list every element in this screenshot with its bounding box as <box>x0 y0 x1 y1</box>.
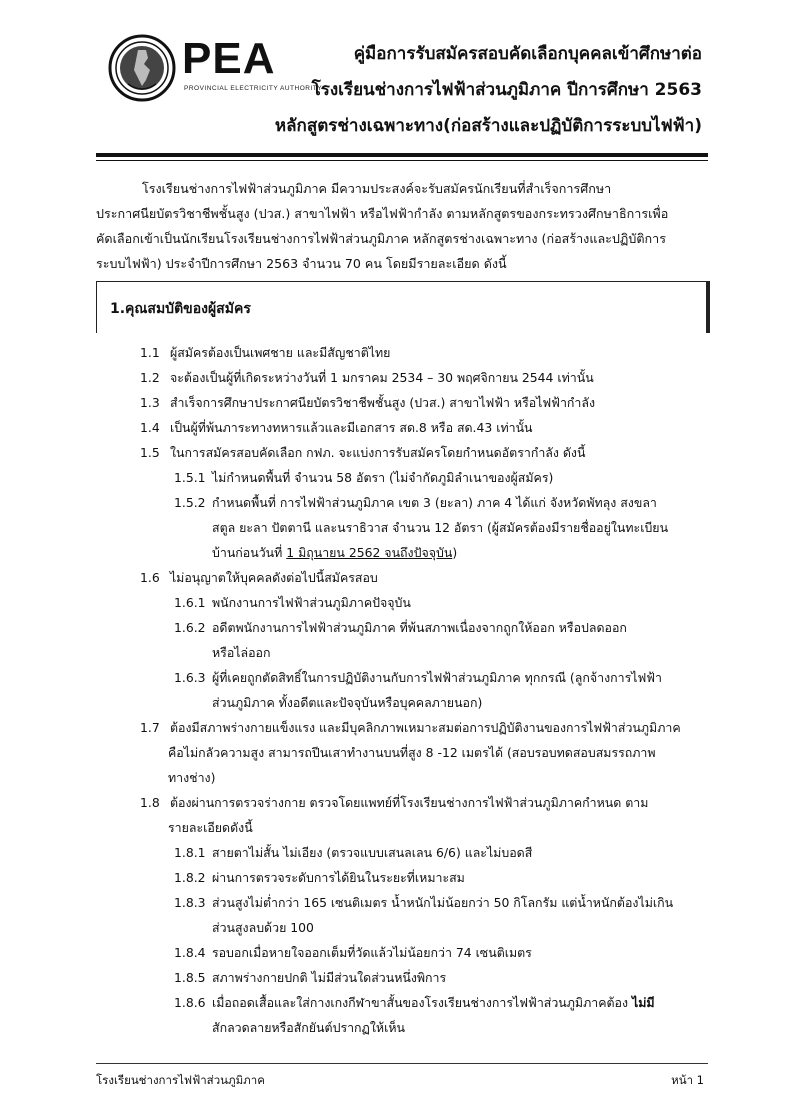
list-item: 1.6.2 อดีตพนักงานการไฟฟ้าส่วนภูมิภาค ที่พ้นสภาพเนื่องจากถูกให้ออก หรือปลดออก <box>174 620 627 635</box>
title-line-2: โรงเรียนช่างการไฟฟ้าส่วนภูมิภาค ปีการศึกษา 2563 <box>311 80 702 100</box>
pea-seal-icon <box>108 34 176 102</box>
page-number: หน้า 1 <box>671 1073 704 1087</box>
header-divider-thick <box>96 153 708 157</box>
list-item: 1.8.4 รอบอกเมื่อหายใจออกเต็มที่วัดแล้วไม่น้อยกว่า 74 เซนติเมตร <box>174 945 532 960</box>
list-item-continuation: บ้านก่อนวันที่ 1 มิถุนายน 2562 จนถึงปัจจุบัน) <box>212 545 458 560</box>
list-item: 1.6 ไม่อนุญาตให้บุคคลดังต่อไปนี้สมัครสอบ <box>140 570 378 585</box>
list-item-continuation: สักลวดลายหรือสักยันต์ปรากฏให้เห็น <box>212 1020 405 1035</box>
list-item: 1.5 ในการสมัครสอบคัดเลือก กฟภ. จะแบ่งการรับสมัครโดยกำหนดอัตรากำลัง ดังนี้ <box>140 445 586 460</box>
list-item-continuation: ส่วนสูงลบด้วย 100 <box>212 920 314 935</box>
list-item-continuation: รายละเอียดดังนี้ <box>168 820 253 835</box>
list-item: 1.8 ต้องผ่านการตรวจร่างกาย ตรวจโดยแพทย์ที่โรงเรียนช่างการไฟฟ้าส่วนภูมิภาคกำหนด ตาม <box>140 795 649 810</box>
footer-divider <box>96 1063 708 1064</box>
intro-paragraph <box>96 176 710 276</box>
section-title: 1.คุณสมบัติของผู้สมัคร <box>110 301 251 317</box>
list-item: 1.6.1 พนักงานการไฟฟ้าส่วนภูมิภาคปัจจุบัน <box>174 595 411 610</box>
pea-logo <box>108 30 323 108</box>
list-item: 1.1 ผู้สมัครต้องเป็นเพศชาย และมีสัญชาติไทย <box>140 345 391 360</box>
list-item-continuation: สตูล ยะลา ปัตตานี และนราธิวาส จำนวน 12 อัตรา (ผู้สมัครต้องมีรายชื่ออยู่ในทะเบียน <box>212 520 669 535</box>
header-divider-thin <box>96 160 708 161</box>
intro-line: โรงเรียนช่างการไฟฟ้าส่วนภูมิภาค มีความประสงค์จะรับสมัครนักเรียนที่สำเร็จการศึกษา <box>142 181 612 196</box>
list-item: 1.5.2 กำหนดพื้นที่ การไฟฟ้าส่วนภูมิภาค เขต 3 (ยะลา) ภาค 4 ได้แก่ จังหวัดพัทลุง สงขลา <box>174 495 657 510</box>
title-line-3: หลักสูตรช่างเฉพาะทาง(ก่อสร้างและปฏิบัติการระบบไฟฟ้า) <box>274 116 702 136</box>
list-item: 1.5.1 ไม่กำหนดพื้นที่ จำนวน 58 อัตรา (ไม่จำกัดภูมิลำเนาของผู้สมัคร) <box>174 470 554 485</box>
list-item: 1.8.6 เมื่อถอดเสื้อและใส่กางเกงกีฬาขาสั้นของโรงเรียนช่างการไฟฟ้าส่วนภูมิภาคต้อง ไม่มี <box>174 995 655 1010</box>
list-item: 1.6.3 ผู้ที่เคยถูกตัดสิทธิ์ในการปฏิบัติงานกับการไฟฟ้าส่วนภูมิภาค ทุกกรณี (ลูกจ้างการไฟฟ้า <box>174 670 662 685</box>
document-title <box>275 36 702 144</box>
footer-school-name: โรงเรียนช่างการไฟฟ้าส่วนภูมิภาค <box>96 1073 265 1087</box>
list-item: 1.2 จะต้องเป็นผู้ที่เกิดระหว่างวันที่ 1 มกราคม 2534 – 30 พฤศจิกายน 2544 เท่านั้น <box>140 370 594 385</box>
title-line-1: คู่มือการรับสมัครสอบคัดเลือกบุคคลเข้าศึกษาต่อ <box>353 44 702 64</box>
list-item-continuation: ส่วนภูมิภาค ทั้งอดีตและปัจจุบันหรือบุคคลภายนอก) <box>212 695 483 710</box>
intro-line: คัดเลือกเข้าเป็นนักเรียนโรงเรียนช่างการไฟฟ้าส่วนภูมิภาค หลักสูตรช่างเฉพาะทาง (ก่อสร้างและปฏิบัติการ <box>96 231 667 246</box>
list-item-continuation: ทางช่าง) <box>168 770 216 785</box>
list-item: 1.8.1 สายตาไม่สั้น ไม่เอียง (ตรวจแบบเสนลเลน 6/6) และไม่บอดสี <box>174 845 533 860</box>
pea-wordmark: PEA <box>182 34 276 83</box>
list-item: 1.8.3 ส่วนสูงไม่ต่ำกว่า 165 เซนติเมตร น้ำหนักไม่น้อยกว่า 50 กิโลกรัม แต่น้ำหนักต้องไม่เกิน <box>174 895 674 910</box>
pea-subtitle: PROVINCIAL ELECTRICITY AUTHORITY <box>184 85 323 92</box>
list-item-continuation: คือไม่กลัวความสูง สามารถปีนเสาทำงานบนที่สูง 8 -12 เมตรได้ (สอบรอบทดสอบสมรรถภาพ <box>168 745 656 760</box>
list-item: 1.3 สำเร็จการศึกษาประกาศนียบัตรวิชาชีพชั้นสูง (ปวส.) สาขาไฟฟ้า หรือไฟฟ้ากำลัง <box>140 395 596 410</box>
intro-line: ประกาศนียบัตรวิชาชีพชั้นสูง (ปวส.) สาขาไฟฟ้า หรือไฟฟ้ากำลัง ตามหลักสูตรของกระทรวงศึกษาธิการเพื่อ <box>96 206 669 221</box>
list-item: 1.7 ต้องมีสภาพร่างกายแข็งแรง และมีบุคลิกภาพเหมาะสมต่อการปฏิบัติงานของการไฟฟ้าส่วนภูมิภาค <box>140 720 681 735</box>
list-item: 1.8.5 สภาพร่างกายปกติ ไม่มีส่วนใดส่วนหนึ่งพิการ <box>174 970 447 985</box>
intro-line: ระบบไฟฟ้า) ประจำปีการศึกษา 2563 จำนวน 70 คน โดยมีรายละเอียด ดังนี้ <box>96 256 507 271</box>
list-item: 1.4 เป็นผู้ที่พ้นภาระทางทหารแล้วและมีเอกสาร สด.8 หรือ สด.43 เท่านั้น <box>140 420 533 435</box>
list-item-continuation: หรือไล่ออก <box>212 645 271 660</box>
list-item: 1.8.2 ผ่านการตรวจระดับการได้ยินในระยะที่เหมาะสม <box>174 870 465 885</box>
